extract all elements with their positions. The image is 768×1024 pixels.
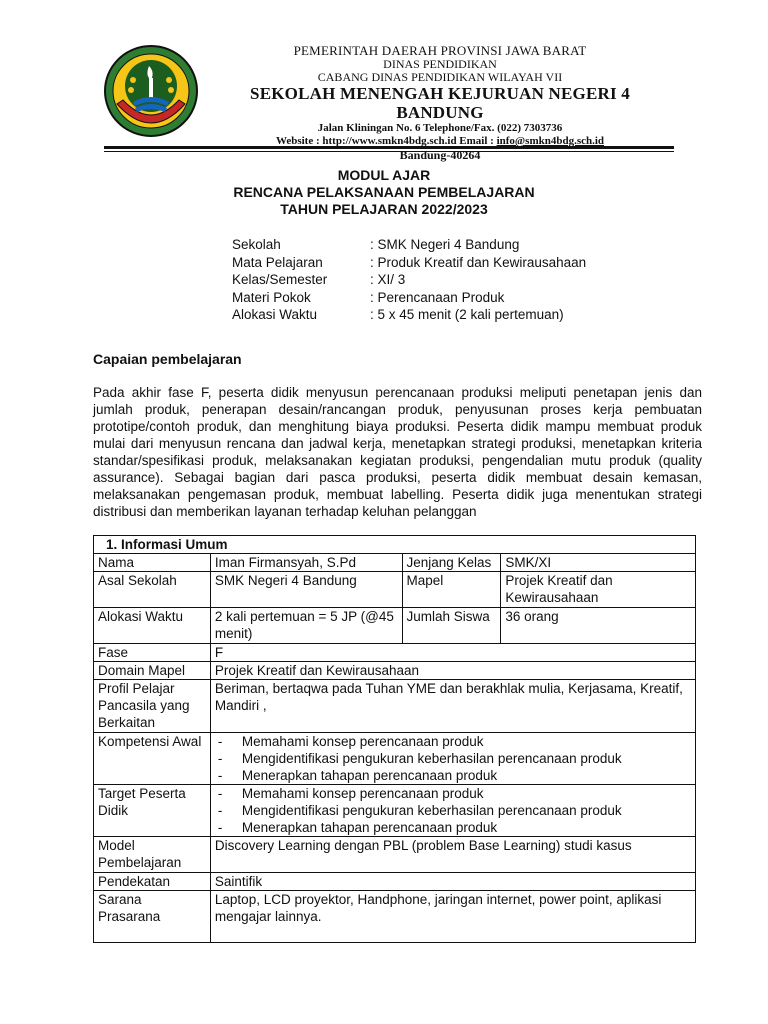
target-list: [215, 785, 691, 836]
meta-row: [232, 271, 586, 289]
cell-label: Asal Sekolah: [94, 572, 211, 608]
list-item: - Memahami konsep perencanaan produk: [217, 734, 484, 749]
meta-key: Alokasi Waktu: [232, 307, 318, 322]
table-row: [94, 608, 696, 644]
cell-label: Model Pembelajaran: [94, 837, 211, 873]
meta-info: [232, 236, 586, 324]
cell-value: [210, 785, 695, 837]
school-address: Jalan Kliningan No. 6 Telephone/Fax. (022) 7303736: [317, 122, 563, 134]
list-item: - Menerapkan tahapan perencanaan produk: [217, 768, 498, 783]
cell-label: Fase: [94, 644, 211, 662]
cell-value: Discovery Learning dengan PBL (problem Base Learning) studi kasus: [210, 837, 695, 873]
meta-value: : Perencanaan Produk: [370, 289, 505, 305]
city-line: Bandung-40264: [399, 148, 481, 162]
cell-value: Iman Firmansyah, S.Pd: [210, 554, 402, 572]
cell-label: Kompetensi Awal: [94, 733, 211, 785]
meta-key: Mata Pelajaran: [232, 254, 323, 270]
document-title-block: [0, 167, 768, 218]
table-row: [94, 873, 696, 891]
branch-line: CABANG DINAS PENDIDIKAN WILAYAH VII: [317, 70, 563, 84]
title-modul-ajar: MODUL AJAR: [337, 167, 431, 183]
cell-label: Alokasi Waktu: [94, 608, 211, 644]
title-tahun: TAHUN PELAJARAN 2022/2023: [280, 201, 488, 217]
capaian-heading: Capaian pembelajaran: [93, 351, 242, 367]
table-row: [94, 733, 696, 785]
letterhead: [205, 44, 675, 162]
cell-value: [210, 733, 695, 785]
capaian-paragraph: Pada akhir fase F, peserta didik menyusun perencanaan produksi meliputi penetapan jenis dan jumlah produk, penerapan desain/rancangan produk, penyusunan proses kerja pembuatan prototipe/contoh produk, dan menghitung biaya produksi. Peserta didik mampu membuat produk mulai dari menyusun rencana dan jadwal kerja, menetapkan strategi produksi, menetapkan kriteria standar/spesifikasi produk, melaksanakan kegiatan produksi, pengendalian mutu produk (quality assurance). Sebagai bagian dari pasca produksi, peserta didik membuat desain kemasan, melaksanakan pengemasan produk, membuat labelling. Peserta didik juga menentukan strategi distribusi dan memberikan layanan terhadap keluhan pelanggan: [93, 385, 702, 519]
cell-label: Pendekatan: [94, 873, 211, 891]
table-row: [94, 644, 696, 662]
email-link[interactable]: info@smkn4bdg.sch.id: [496, 135, 605, 147]
table-row: [94, 536, 696, 554]
cell-label: Nama: [94, 554, 211, 572]
cell-value: 2 kali pertemuan = 5 JP (@45 menit): [210, 608, 402, 644]
cell-label: Profil Pelajar Pancasila yang Berkaitan: [94, 680, 211, 733]
meta-row: [232, 254, 586, 272]
cell-value: Beriman, bertaqwa pada Tuhan YME dan berakhlak mulia, Kerjasama, Kreatif, Mandiri ,: [210, 680, 695, 733]
meta-key: Kelas/Semester: [232, 272, 328, 287]
cell-label: Sarana Prasarana: [94, 891, 211, 943]
letterhead-divider-thin: [104, 151, 674, 152]
cell-value: Projek Kreatif dan Kewirausahaan: [210, 662, 695, 680]
list-item: - Mengidentifikasi pengukuran keberhasilan perencanaan produk: [217, 751, 622, 766]
table-row: [94, 572, 696, 608]
cell-value: SMK/XI: [501, 554, 696, 572]
kompetensi-list: [215, 733, 691, 784]
cell-value: Projek Kreatif dan Kewirausahaan: [501, 572, 696, 608]
cell-value: F: [210, 644, 695, 662]
meta-value: : SMK Negeri 4 Bandung: [370, 237, 520, 252]
list-item: - Menerapkan tahapan perencanaan produk: [217, 820, 498, 835]
table-row: [94, 785, 696, 837]
meta-value: : Produk Kreatif dan Kewirausahaan: [370, 254, 587, 270]
title-rpp: RENCANA PELAKSANAAN PEMBELAJARAN: [233, 184, 535, 200]
meta-row: [232, 236, 586, 254]
meta-key: Sekolah: [232, 237, 281, 252]
meta-key: Materi Pokok: [232, 289, 311, 305]
list-item: - Memahami konsep perencanaan produk: [217, 786, 484, 801]
cell-value: 36 orang: [501, 608, 696, 644]
website-text: Website : http://www.smkn4bdg.sch.id Email :: [275, 135, 497, 147]
meta-value: : 5 x 45 menit (2 kali pertemuan): [370, 307, 564, 322]
cell-label: Jenjang Kelas: [402, 554, 501, 572]
table-header: 1. Informasi Umum: [94, 536, 696, 554]
cell-value: SMK Negeri 4 Bandung: [210, 572, 402, 608]
table-row: [94, 662, 696, 680]
informasi-umum-table: [93, 535, 696, 943]
cell-value: Saintifik: [210, 873, 695, 891]
cell-label: Target Peserta Didik: [94, 785, 211, 837]
cell-label: Mapel: [402, 572, 501, 608]
table-row: [94, 837, 696, 873]
school-name: SEKOLAH MENENGAH KEJURUAN NEGERI 4 BANDUNG: [250, 84, 630, 122]
dept-line: DINAS PENDIDIKAN: [383, 57, 497, 71]
west-java-emblem-logo: [103, 44, 199, 138]
cell-label: Jumlah Siswa: [402, 608, 501, 644]
table-row: [94, 680, 696, 733]
gov-line: PEMERINTAH DAERAH PROVINSI JAWA BARAT: [293, 43, 587, 58]
meta-row: [232, 306, 586, 324]
letterhead-divider: [104, 146, 674, 149]
meta-row: [232, 289, 586, 307]
cell-value: Laptop, LCD proyektor, Handphone, jaringan internet, power point, aplikasi mengajar lainnya.: [210, 891, 695, 943]
cell-label: Domain Mapel: [94, 662, 211, 680]
meta-value: : XI/ 3: [370, 272, 406, 287]
table-row: [94, 891, 696, 943]
table-row: [94, 554, 696, 572]
list-item: - Mengidentifikasi pengukuran keberhasilan perencanaan produk: [217, 803, 622, 818]
